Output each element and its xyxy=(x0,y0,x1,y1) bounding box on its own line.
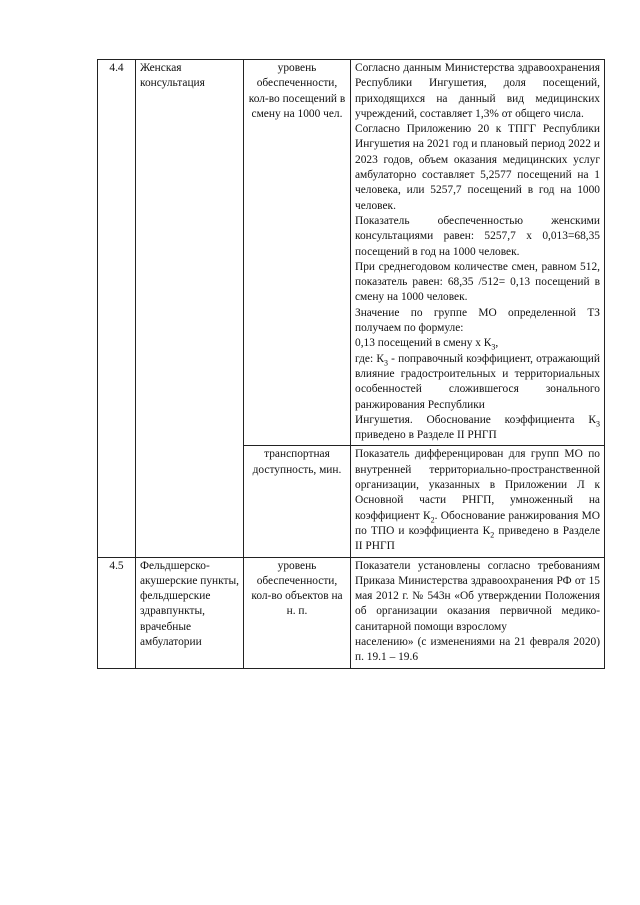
description-cell xyxy=(351,557,605,668)
paragraph: Значение по группе МО определенной ТЗ получаем по формуле: xyxy=(355,306,600,335)
text: приведено в Разделе II РНГП xyxy=(355,524,600,553)
paragraph: Показатели установлены согласно требованиям Приказа Министерства здравоохранения РФ от 15 мая 2012 г. № 543н «Об утверждении Положения об организации оказания первичной медико-санитарной помощи взрослому xyxy=(355,559,600,633)
row-number: 4.4 xyxy=(98,60,136,558)
table-row xyxy=(98,60,605,446)
paragraph: Согласно данным Министерства здравоохранения Республики Ингушетия, доля посещений, приходящихся на данный вид медицинских учреждений, составляет 1,3% от общего числа. xyxy=(355,62,600,120)
text: . Обоснование ранжирования МО по ТПО и коэффициента К xyxy=(355,509,601,537)
text: - поправочный коэффициент, отражающий влияние градостроительных и территориальных особенностей сложившегося зонального ранжирования Республики xyxy=(355,352,600,411)
paragraph: 0,13 посещений в смену х $К_3$, xyxy=(355,337,499,352)
facility-name: Фельдшерско-акушерские пункты, фельдшерские здравпункты, врачебные амбулатории xyxy=(136,557,244,668)
paragraph xyxy=(355,447,600,554)
norms-table xyxy=(97,59,605,669)
paragraph: населению» (с изменениями на 21 февраля 2020) п. 19.1 – 19.6 xyxy=(355,635,600,664)
description-cell xyxy=(351,446,605,557)
text: где: К xyxy=(355,352,384,365)
text: Показатель дифференцирован для групп МО по внутренней территориально-пространственной организации, указанных в Приложении Л к Основной части РНГП, умноженный на коэффициент К xyxy=(355,448,600,522)
indicator-cell: транспортная доступность, мин. xyxy=(244,446,351,557)
indicator-cell: уровень обеспеченности, кол-во посещений в смену на 1000 чел. xyxy=(244,60,351,446)
subscript: 2 xyxy=(490,530,495,540)
formula-text: 0,13 посещений в смену х К xyxy=(355,337,492,350)
text: Ингушетия. Обоснование коэффициента К xyxy=(355,413,596,426)
facility-name: Женская консультация xyxy=(136,60,244,558)
text: приведено в Разделе II РНГП xyxy=(355,429,497,442)
description-cell xyxy=(351,60,605,446)
paragraph xyxy=(355,352,600,413)
indicator-cell: уровень обеспеченности, кол-во объектов на н. п. xyxy=(244,557,351,668)
paragraph: Показатель обеспеченностью женскими консультациями равен: 5257,7 х 0,013=68,35 посещений в год на 1000 человек. xyxy=(355,214,600,258)
paragraph: При среднегодовом количестве смен, равном 512, показатель равен: 68,35 /512= 0,13 посещений в смену на 1000 человек. xyxy=(355,260,600,304)
paragraph: Согласно Приложению 20 к ТПГГ Республики Ингушетия на 2021 год и плановый период 2022 и 2023 годов, объем оказания медицинских услуг амбулаторно составляет 5,2577 посещений на 1 человека, или 5257,7 посещений в год на 1000 человек. xyxy=(355,123,600,212)
table-row xyxy=(98,557,605,668)
subscript: 2 xyxy=(430,514,435,524)
subscript: 3 xyxy=(596,419,600,429)
subscript: 3 xyxy=(383,357,388,367)
row-number: 4.5 xyxy=(98,557,136,668)
paragraph xyxy=(355,413,600,444)
subscript: 3 xyxy=(491,342,496,352)
